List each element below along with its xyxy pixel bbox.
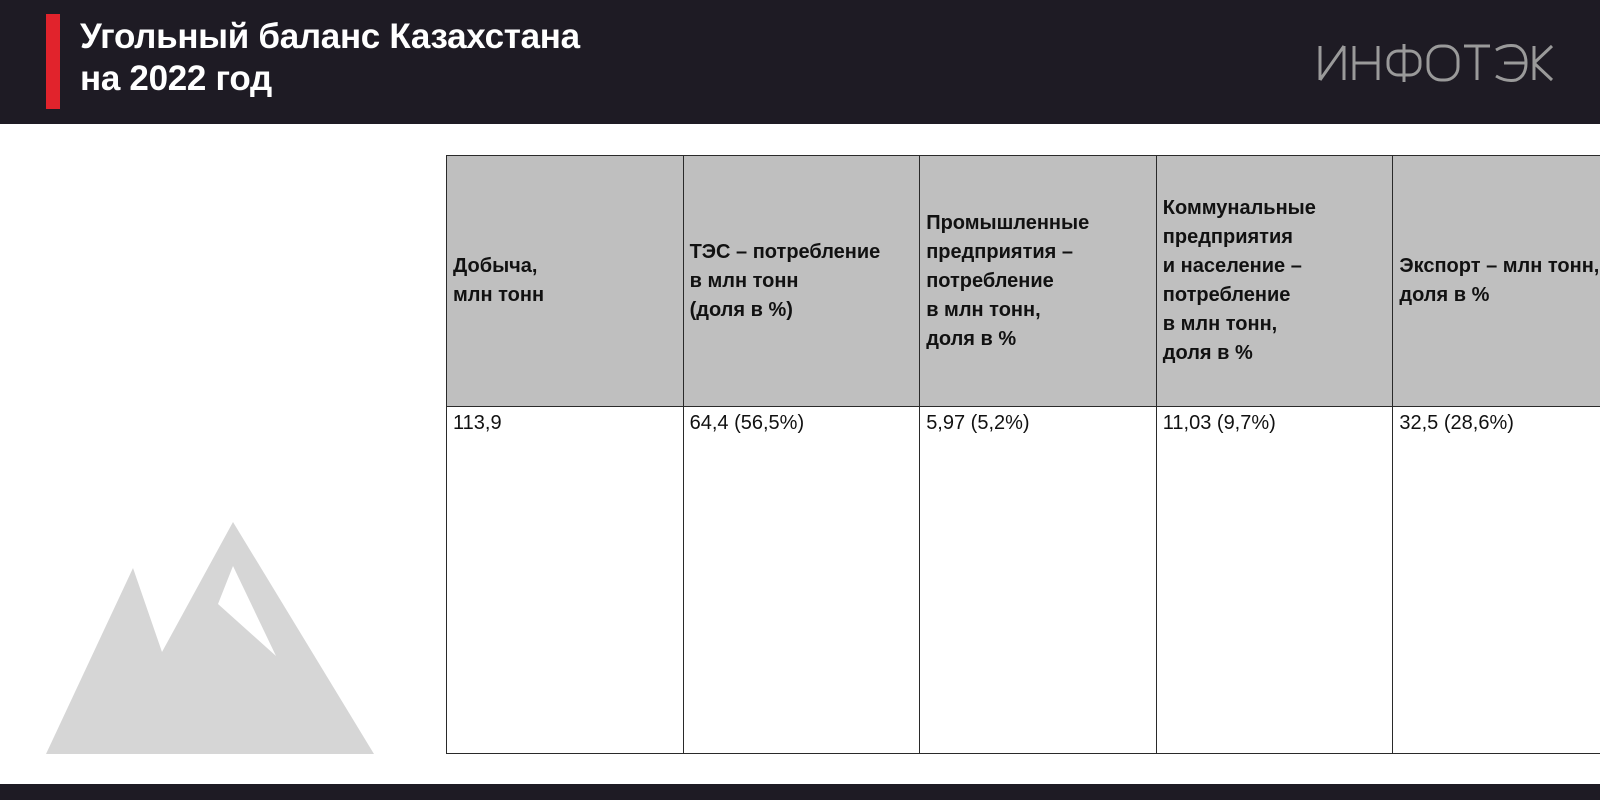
cell-tpp-consumption: 64,4 (56,5%): [683, 407, 920, 754]
table-header-row: [447, 156, 1600, 407]
header-bar: [0, 0, 1600, 124]
header-production: Добыча, млн тонн: [447, 156, 684, 407]
table-row: [447, 407, 1600, 754]
coal-balance-table-container: [446, 155, 1600, 754]
title-line-2: на 2022 год: [80, 59, 272, 98]
footer-bar: [0, 784, 1600, 800]
header-export: Экспорт – млн тонн, доля в %: [1393, 156, 1600, 407]
mountain-icon: [46, 522, 374, 754]
cell-utilities-consumption: 11,03 (9,7%): [1156, 407, 1393, 754]
page-title: [80, 16, 580, 100]
cell-industrial-consumption: 5,97 (5,2%): [920, 407, 1157, 754]
cell-export: 32,5 (28,6%): [1393, 407, 1600, 754]
brand-logo: [1316, 38, 1554, 88]
cell-production: 113,9: [447, 407, 684, 754]
accent-bar: [46, 14, 60, 109]
header-industrial-consumption: Промышленные предприятия – потребление в млн тонн, доля в %: [920, 156, 1157, 407]
coal-balance-table: [446, 155, 1600, 754]
title-line-1: Угольный баланс Казахстана: [80, 17, 580, 56]
header-utilities-consumption: Коммунальные предприятия и население – потребление в млн тонн, доля в %: [1156, 156, 1393, 407]
header-tpp-consumption: ТЭС – потребление в млн тонн (доля в %): [683, 156, 920, 407]
logo-mark: [1316, 38, 1554, 88]
